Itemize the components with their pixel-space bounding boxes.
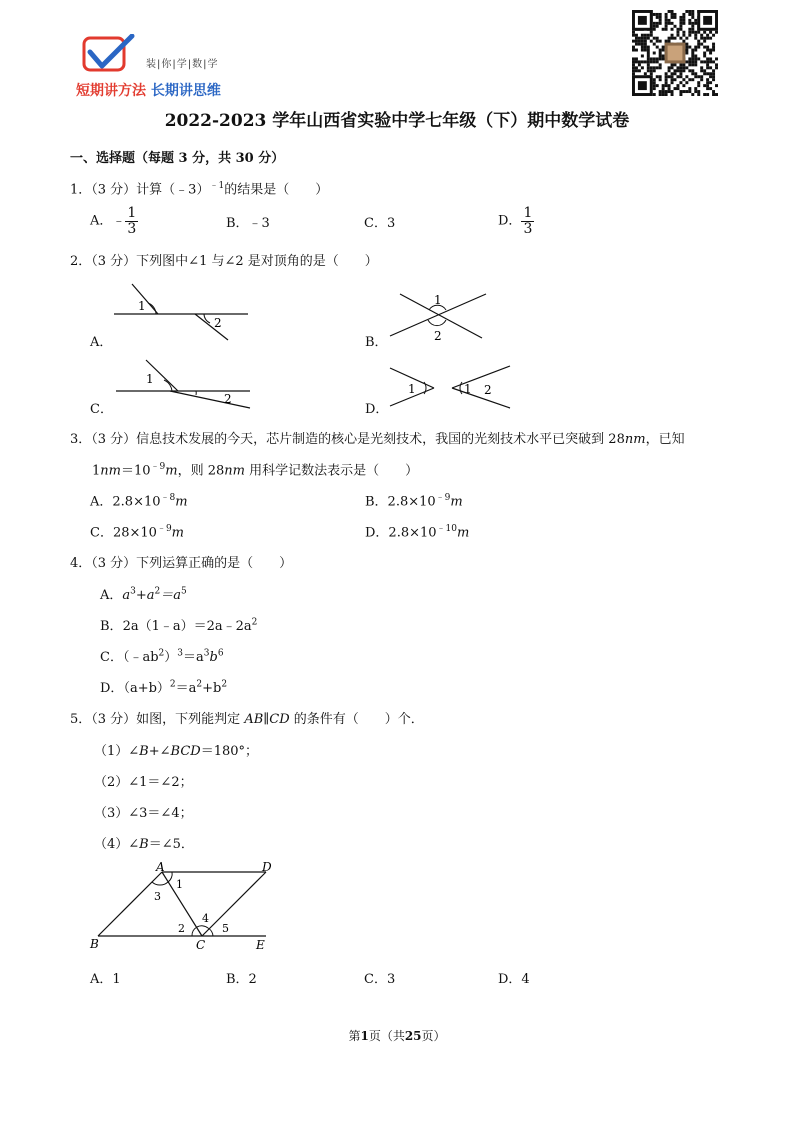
q3-l2-b: ＝10 [120, 463, 151, 479]
q4-b-s1: 2 [251, 617, 258, 628]
q1-option-d [498, 206, 534, 236]
q3-c-text: C．28×10 [90, 525, 157, 541]
q5-option-d: D．4 [498, 972, 530, 987]
q4-d-s3: 2 [221, 679, 228, 690]
q2c-angle-2: 2 [224, 392, 232, 406]
q4-d-s2: 2 [196, 679, 203, 690]
q2-option-d: D． [365, 402, 389, 417]
q2d-angle-1b: 1 [464, 382, 472, 396]
q2-option-c: C． [90, 402, 113, 417]
q4-option-b [100, 615, 257, 634]
q3-c-sup: ﹣9 [156, 524, 172, 534]
q4-a-s3: 5 [181, 586, 187, 597]
q3-a-sup: ﹣8 [160, 493, 176, 503]
q5-stem-a: 5．（3 分）如图，下列能判定 [70, 712, 245, 727]
q5-angle-5: 5 [222, 922, 229, 935]
q4-a-s2: 2 [154, 586, 161, 597]
q1-d-num: 1 [523, 205, 533, 221]
footer-page-number: 1 [360, 1029, 369, 1043]
q3-b-sup: ﹣9 [435, 493, 451, 503]
q5-label-d: D [262, 860, 272, 874]
q4-a-3: ＝a [160, 588, 182, 603]
q4-c-2: ） [164, 650, 178, 665]
q4-d-3: +b [202, 681, 222, 696]
q3-l2-sup: ﹣9 [150, 462, 166, 472]
q4-b-1: 2a（1﹣a）＝2a﹣2a [122, 619, 252, 634]
q3-option-b [365, 490, 463, 509]
q3-c-m: m [171, 525, 184, 541]
section-heading: 一、选择题（每题 3 分，共 30 分） [70, 151, 285, 166]
footer-total-pages: 25 [404, 1029, 422, 1043]
q3-d-m: m [457, 525, 470, 541]
q2-figure-c [100, 356, 260, 414]
q3-d-sup: ﹣10 [436, 524, 457, 534]
q3-l2-a: 1 [92, 463, 101, 479]
q3-option-c [90, 521, 184, 540]
q4-d-s1: 2 [169, 679, 176, 690]
q1-a-sign: ﹣ [112, 213, 126, 229]
q5-option-a: A．1 [90, 972, 121, 987]
q2a-angle-2: 2 [214, 316, 222, 330]
slogan [76, 80, 221, 100]
q4-c-s1: 2 [158, 648, 165, 659]
q4-d-1: （a+b） [123, 681, 170, 696]
q3-l2-c: ，则 28 [177, 463, 225, 479]
q4-c-label: C． [100, 650, 123, 665]
qr-code-icon [632, 10, 718, 96]
q2d-angle-1: 1 [408, 382, 416, 396]
q3-l2-m: m [165, 463, 178, 479]
slogan-small: 装|你|学|数|学 [146, 59, 219, 70]
q5-option-b: B．2 [226, 972, 257, 987]
q3-d-text: D．2.8×10 [365, 525, 437, 541]
q5-c4-a: （4）∠ [94, 837, 140, 852]
q5-c1-c: +∠ [148, 744, 171, 759]
q1-option-a [90, 206, 138, 236]
q4-d-label: D． [100, 681, 124, 696]
page-title: 2022-2023 学年山西省实验中学七年级（下）期中数学试卷 [164, 111, 630, 131]
q4-c-1: （﹣ab [122, 650, 159, 665]
q4-option-a [100, 584, 187, 603]
q5-label-e: E [256, 938, 265, 952]
q4-option-c [100, 646, 224, 665]
q1-option-b: B．﹣3 [226, 216, 270, 231]
footer-a: 第 [348, 1029, 361, 1043]
q2b-angle-2: 2 [434, 329, 442, 343]
q2-option-a: A． [90, 335, 113, 350]
q5-c1-b: B [139, 744, 149, 759]
q1-a-den: 3 [127, 220, 137, 237]
question-3-line2 [92, 459, 418, 478]
question-3-line1 [70, 428, 685, 447]
q5-c1-a: （1）∠ [94, 744, 140, 759]
q5-label-a: A [156, 860, 165, 874]
footer-c: 页） [421, 1029, 446, 1043]
q1-exponent: ﹣1 [209, 181, 225, 191]
q4-c-3: ＝a [183, 650, 204, 665]
q4-a-2: +a [135, 588, 155, 603]
q4-a-1: a [122, 588, 131, 603]
q5-condition-1 [94, 740, 258, 759]
q1-stem-a: 1．（3 分）计算（﹣3） [70, 182, 210, 198]
question-1-stem [70, 178, 328, 197]
q5-label-b: B [90, 937, 99, 951]
q5-c4-c: ＝∠5． [148, 837, 194, 852]
q2a-angle-1: 1 [138, 299, 146, 313]
q3-l1-a: 3．（3 分）信息技术发展的今天，芯片制造的核心是光刻技术，我国的光刻技术水平已突破到 28 [70, 432, 625, 447]
footer-b: 页（共 [368, 1029, 405, 1043]
q1-a-label: A． [90, 213, 113, 229]
q5-condition-3: （3）∠3＝∠4； [94, 806, 193, 821]
q4-c-s4: 6 [217, 648, 224, 659]
q2-figure-b [386, 286, 490, 344]
slogan-left: 短期讲方法 [76, 83, 146, 99]
q5-stem-b: 的条件有（ ）个． [289, 712, 424, 727]
q3-l2-unit2: nm [224, 463, 245, 479]
q2c-angle-1: 1 [146, 372, 154, 386]
slogan-right: 长期讲思维 [150, 83, 221, 99]
q3-a-text: A．2.8×10 [90, 494, 161, 510]
q3-b-text: B．2.8×10 [365, 494, 436, 510]
q5-figure [88, 860, 278, 952]
q2-figure-a [100, 278, 260, 344]
q5-c4-b: B [139, 837, 149, 852]
q4-c-s2: 3 [177, 648, 184, 659]
q3-l1-unit: nm [624, 432, 646, 447]
q5-condition-2: （2）∠1＝∠2； [94, 775, 193, 790]
q5-stem-ab: AB∥CD [244, 712, 290, 727]
page-footer [0, 1027, 794, 1044]
q5-option-c: C．3 [364, 972, 396, 987]
q4-c-s3: 3 [203, 648, 210, 659]
q4-b-label: B． [100, 619, 123, 634]
q2-figure-d [386, 360, 516, 412]
q3-l1-b: ，已知 [645, 432, 685, 447]
q5-angle-1: 1 [176, 878, 183, 891]
q2b-angle-1: 1 [434, 293, 442, 307]
q4-d-2: ＝a [175, 681, 197, 696]
q3-b-m: m [450, 494, 463, 510]
question-4-stem: 4．（3 分）下列运算正确的是（ ） [70, 556, 293, 571]
q3-l2-d: 用科学记数法表示是（ ） [244, 463, 419, 479]
q5-angle-3: 3 [154, 890, 161, 903]
q5-label-c: C [196, 938, 206, 952]
q3-option-a [90, 490, 188, 509]
q3-l2-unit: nm [100, 463, 121, 479]
q3-option-d [365, 521, 469, 540]
q1-d-label: D． [498, 213, 522, 229]
q1-d-den: 3 [523, 220, 533, 237]
q5-c1-d: BCD [170, 744, 201, 759]
q5-angle-4: 4 [202, 912, 209, 925]
q1-a-num: 1 [127, 205, 137, 221]
q4-a-label: A． [100, 588, 123, 603]
q4-c-4: b [209, 650, 218, 665]
q1-a-fraction [125, 206, 138, 236]
q3-a-m: m [175, 494, 188, 510]
q1-d-fraction [521, 206, 534, 236]
q4-option-d [100, 677, 227, 696]
q2d-angle-2: 2 [484, 383, 492, 397]
q5-angle-2: 2 [178, 922, 185, 935]
q1-stem-b: 的结果是（ ） [224, 182, 329, 198]
q5-condition-4 [94, 833, 194, 852]
question-5-stem [70, 708, 424, 727]
q1-option-c: C．3 [364, 216, 396, 231]
q5-c1-e: ＝180°； [200, 744, 259, 759]
q2-option-b: B． [365, 335, 388, 350]
question-2-stem: 2．（3 分）下列图中∠1 与∠2 是对顶角的是（ ） [70, 254, 378, 269]
q4-a-s1: 3 [130, 586, 136, 597]
